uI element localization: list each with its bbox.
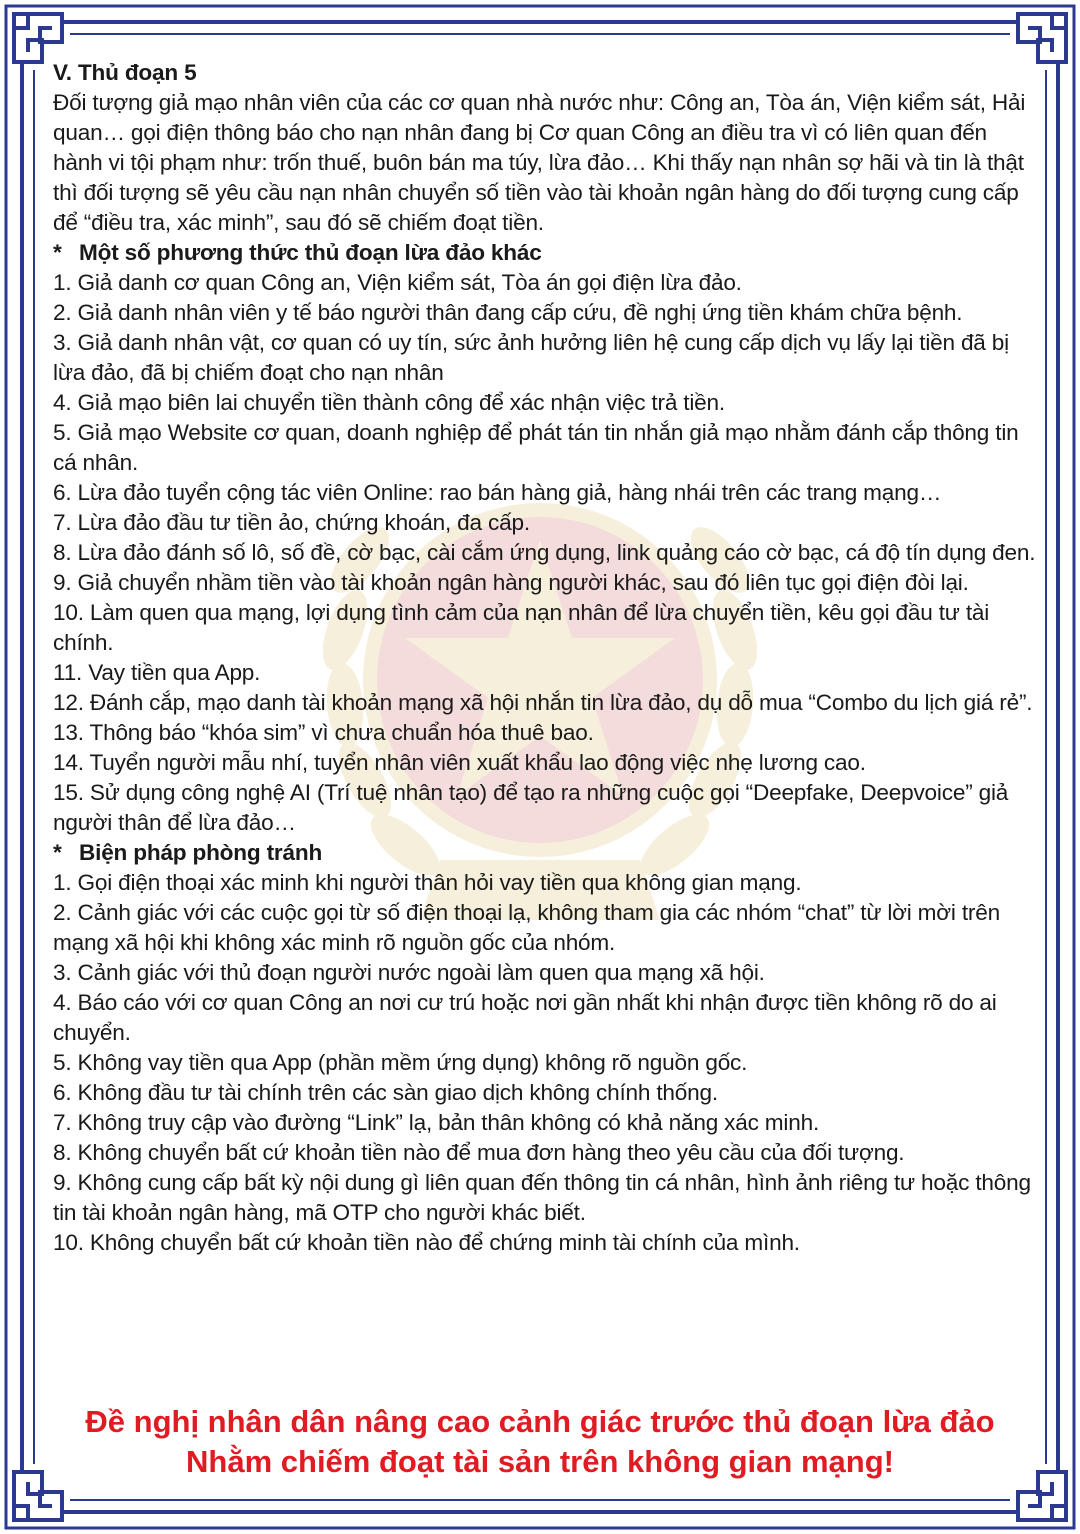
list-item: 10. Làm quen qua mạng, lợi dụng tình cảm của nạn nhân để lừa chuyển tiền, kêu gọi đầu tư tài chính. <box>53 600 990 655</box>
asterisk-bullet-icon: * <box>53 840 62 865</box>
warning-callout <box>0 1402 1080 1482</box>
warning-callout-line-1: Đề nghị nhân dân nâng cao cảnh giác trước thủ đoạn lừa đảo <box>85 1404 995 1439</box>
list-item: 7. Không truy cập vào đường “Link” lạ, bản thân không có khả năng xác minh. <box>53 1110 820 1135</box>
list-item: 3. Cảnh giác với thủ đoạn người nước ngoài làm quen qua mạng xã hội. <box>53 960 765 985</box>
section-5-heading: V. Thủ đoạn 5 <box>53 60 197 85</box>
list-item: 7. Lừa đảo đầu tư tiền ảo, chứng khoán, đa cấp. <box>53 510 530 535</box>
prevention-heading <box>53 838 1038 868</box>
list-item: 13. Thông báo “khóa sim” vì chưa chuẩn hóa thuê bao. <box>53 720 594 745</box>
list-item: 2. Giả danh nhân viên y tế báo người thân đang cấp cứu, đề nghị ứng tiền khám chữa bệnh. <box>53 300 963 325</box>
list-item: 9. Giả chuyển nhầm tiền vào tài khoản ngân hàng người khác, sau đó liên tục gọi điện đòi lại. <box>53 570 969 595</box>
list-item: 12. Đánh cắp, mạo danh tài khoản mạng xã hội nhắn tin lừa đảo, dụ dỗ mua “Combo du lịch giá rẻ”. <box>53 690 1033 715</box>
list-item: 4. Giả mạo biên lai chuyển tiền thành công để xác nhận việc trả tiền. <box>53 390 725 415</box>
list-item: 1. Giả danh cơ quan Công an, Viện kiểm sát, Tòa án gọi điện lừa đảo. <box>53 270 742 295</box>
document-body <box>53 58 1038 1258</box>
list-item: 8. Không chuyển bất cứ khoản tiền nào để mua đơn hàng theo yêu cầu của đối tượng. <box>53 1140 905 1165</box>
list-item: 6. Lừa đảo tuyển cộng tác viên Online: rao bán hàng giả, hàng nhái trên các trang mạng… <box>53 480 942 505</box>
list-item: 5. Giả mạo Website cơ quan, doanh nghiệp để phát tán tin nhắn giả mạo nhằm đánh cắp thông tin cá nhân. <box>53 420 1019 475</box>
list-item: 2. Cảnh giác với các cuộc gọi từ số điện thoại lạ, không tham gia các nhóm “chat” từ lời mời trên mạng xã hội khi không xác minh rõ nguồn gốc của nhóm. <box>53 900 1000 955</box>
list-item: 1. Gọi điện thoại xác minh khi người thân hỏi vay tiền qua không gian mạng. <box>53 870 802 895</box>
prevention-heading-text: Biện pháp phòng tránh <box>79 840 323 865</box>
list-item: 6. Không đầu tư tài chính trên các sàn giao dịch không chính thống. <box>53 1080 718 1105</box>
list-item: 15. Sử dụng công nghệ AI (Trí tuệ nhân tạo) để tạo ra những cuộc gọi “Deepfake, Deepvoice” giả người thân để lừa đảo… <box>53 780 1009 835</box>
methods-heading-text: Một số phương thức thủ đoạn lừa đảo khác <box>79 240 542 265</box>
list-item: 8. Lừa đảo đánh số lô, số đề, cờ bạc, cài cắm ứng dụng, link quảng cáo cờ bạc, cá độ tín dụng đen. <box>53 540 1036 565</box>
list-item: 5. Không vay tiền qua App (phần mềm ứng dụng) không rõ nguồn gốc. <box>53 1050 748 1075</box>
asterisk-bullet-icon: * <box>53 240 62 265</box>
list-item: 10. Không chuyển bất cứ khoản tiền nào để chứng minh tài chính của mình. <box>53 1230 800 1255</box>
methods-heading <box>53 238 1038 268</box>
warning-callout-line-2: Nhằm chiếm đoạt tài sản trên không gian mạng! <box>186 1444 894 1479</box>
list-item: 9. Không cung cấp bất kỳ nội dung gì liên quan đến thông tin cá nhân, hình ảnh riêng tư hoặc thông tin tài khoản ngân hàng, mã OTP cho người khác biết. <box>53 1170 1031 1225</box>
list-item: 14. Tuyển người mẫu nhí, tuyển nhân viên xuất khẩu lao động việc nhẹ lương cao. <box>53 750 866 775</box>
list-item: 11. Vay tiền qua App. <box>53 660 261 685</box>
list-item: 3. Giả danh nhân vật, cơ quan có uy tín, sức ảnh hưởng liên hệ cung cấp dịch vụ lấy lại tiền đã bị lừa đảo, đã bị chiếm đoạt cho nạn nhân <box>53 330 1009 385</box>
list-item: 4. Báo cáo với cơ quan Công an nơi cư trú hoặc nơi gần nhất khi nhận được tiền không rõ do ai chuyển. <box>53 990 997 1045</box>
section-5-body: Đối tượng giả mạo nhân viên của các cơ quan nhà nước như: Công an, Tòa án, Viện kiểm sát, Hải quan… gọi điện thông báo cho nạn nhân đang bị Cơ quan Công an điều tra vì có liên quan đến hành vi tội phạm như: trốn thuế, buôn bán ma túy, lừa đảo… Khi thấy nạn nhân sợ hãi và tin là thật thì đối tượng sẽ yêu cầu nạn nhân chuyển số tiền vào tài khoản ngân hàng do đối tượng cung cấp để “điều tra, xác minh”, sau đó sẽ chiếm đoạt tiền. <box>53 90 1026 235</box>
